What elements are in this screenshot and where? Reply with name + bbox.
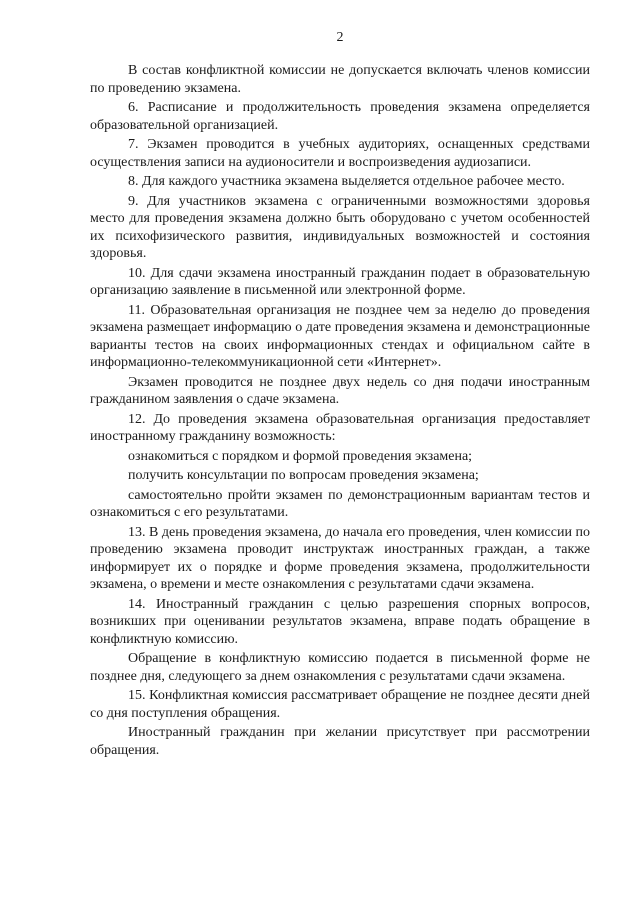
page-number: 2 — [336, 30, 344, 45]
list-item-consultation: получить консультации по вопросам проведения экзамена; — [128, 468, 479, 483]
paragraph-item-12: 12. До проведения экзамена образовательная организация предоставляет иностранному гражданину возможность: — [90, 411, 590, 444]
paragraph-item-7: 7. Экзамен проводится в учебных аудиториях, оснащенных средствами осуществления записи на аудионосители и воспроизведения аудиозаписи. — [90, 137, 590, 170]
list-item-familiarize: ознакомиться с порядком и формой проведения экзамена; — [128, 448, 473, 464]
paragraph-item-15: 15. Конфликтная комиссия рассматривает обращение не позднее десяти дней со дня поступления обращения. — [90, 688, 590, 721]
paragraph-commission-composition: В состав конфликтной комиссии не допускается включать членов комиссии по проведению экзамена. — [90, 63, 590, 96]
paragraph-item-6: 6. Расписание и продолжительность проведения экзамена определяется образовательной организацией. — [90, 100, 590, 133]
paragraph-item-9: 9. Для участников экзамена с ограниченными возможностями здоровья место для проведения экзамена должно быть оборудовано с учетом особенностей их психофизического развития, индивидуальных возможностей и состояния здоровья. — [90, 193, 590, 261]
paragraph-item-11: 11. Образовательная организация не позднее чем за неделю до проведения экзамена размещает информацию о дате проведения экзамена и демонстрационные варианты тестов на своих информационных стендах и официальном сайте в информационно-телекоммуникационной сети «Интернет». — [90, 302, 590, 370]
paragraph-item-14: 14. Иностранный гражданин с целью разрешения спорных вопросов, возникших при оценивании результатов экзамена, вправе подать обращение в конфликтную комиссию. — [90, 596, 590, 647]
paragraph-item-8: 8. Для каждого участника экзамена выделяется отдельное рабочее место. — [128, 174, 565, 189]
paragraph-appeal-form: Обращение в конфликтную комиссию подается в письменной форме не позднее дня, следующего за днем ознакомления с результатами сдачи экзамена. — [90, 651, 590, 684]
paragraph-exam-deadline: Экзамен проводится не позднее двух недель со дня подачи иностранным гражданином заявления о сдаче экзамена. — [90, 374, 590, 407]
paragraph-item-10: 10. Для сдачи экзамена иностранный гражданин подает в образовательную организацию заявление в письменной или электронной форме. — [90, 265, 590, 298]
list-item-practice-test: самостоятельно пройти экзамен по демонстрационным вариантам тестов и ознакомиться с его результатами. — [90, 487, 590, 520]
paragraph-appeal-presence: Иностранный гражданин при желании присутствует при рассмотрении обращения. — [90, 725, 590, 758]
paragraph-item-13: 13. В день проведения экзамена, до начала его проведения, член комиссии по проведению экзамена проводит инструктаж иностранных граждан, а также информирует их о порядке и форме проведения экзамена, продолжительности экзамена, о времени и месте ознакомления с результатами сдачи экзамена. — [90, 524, 590, 592]
